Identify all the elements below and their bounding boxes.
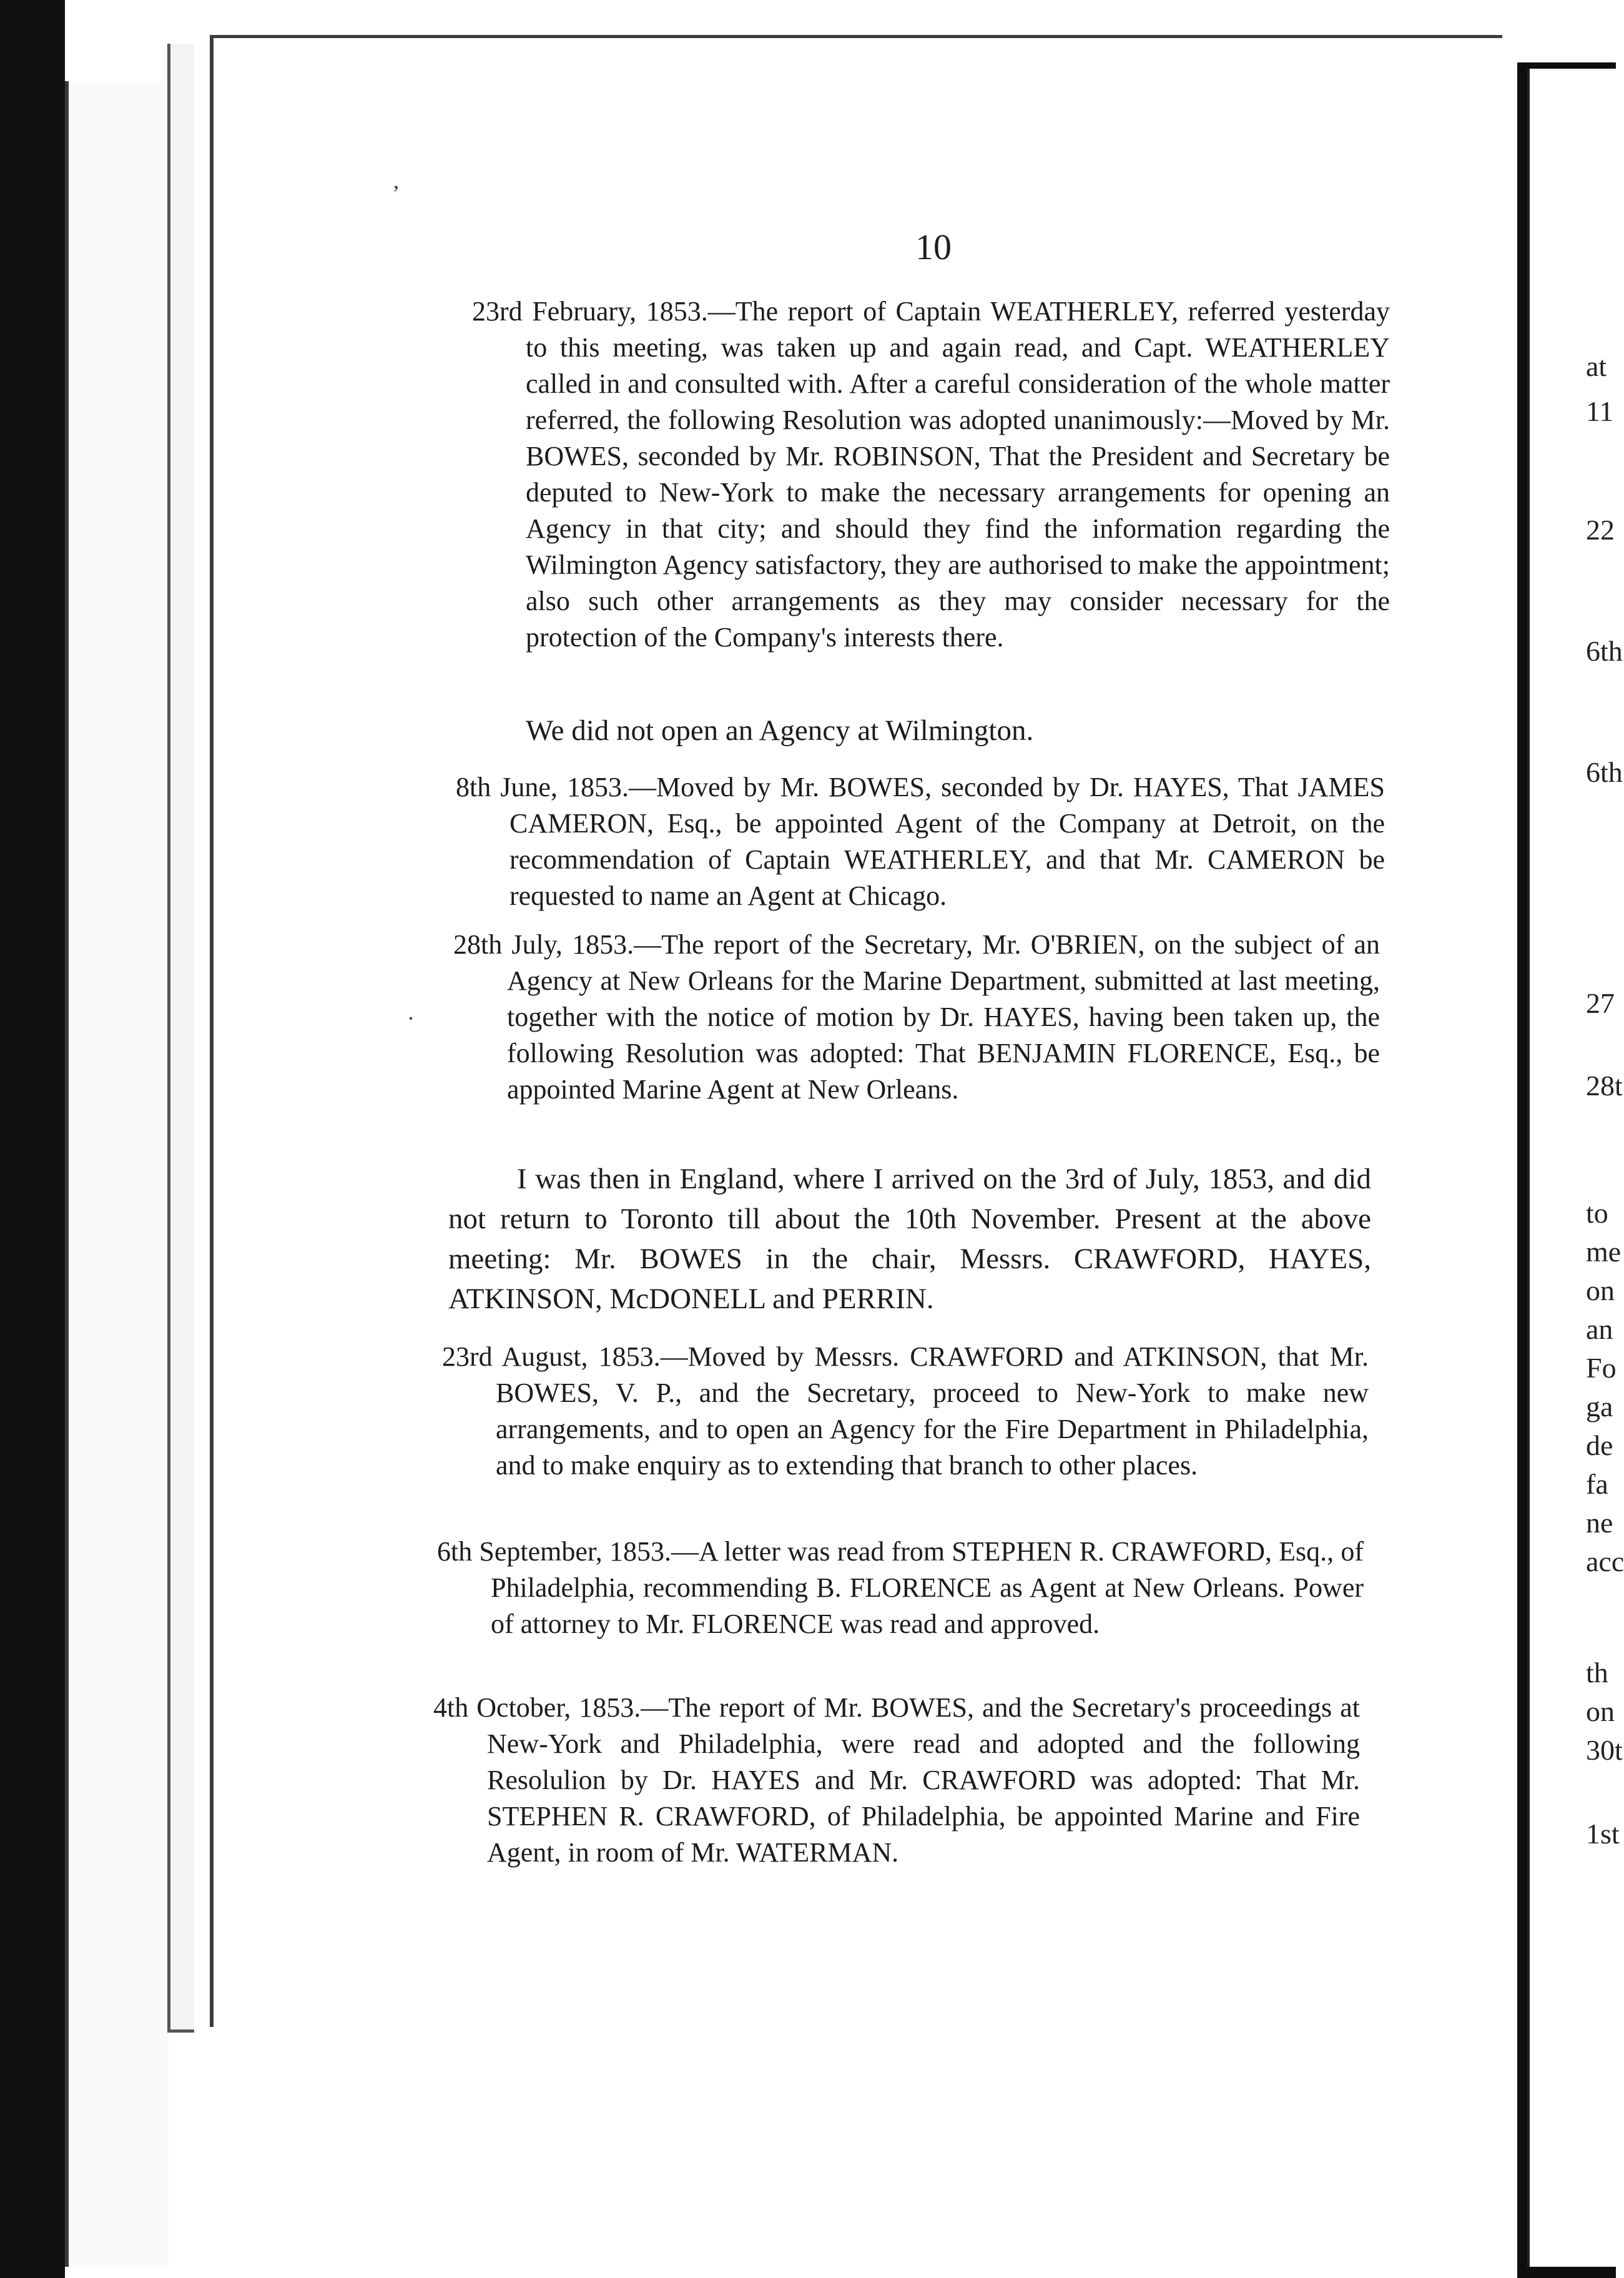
author-note: We did not open an Agency at Wilmington. <box>526 714 1034 747</box>
entry-date: 28th July, 1853. <box>453 929 634 960</box>
facing-page-fragment: 28t <box>1586 1070 1623 1102</box>
facing-page-fragment: 27 <box>1586 987 1615 1019</box>
facing-page-fragment: 30t <box>1586 1734 1623 1766</box>
entry-text: —The report of the Secretary, Mr. O'BRIEN, on the subject of an Agency at New Orleans for the Marine Department, submitted at last meeting, together with the notice of motion by Dr. HAYES, having been taken up, the following Resolution was adopted: That BENJAMIN FLORENCE, Esq., be appointed Marine Agent at New Orleans. <box>507 929 1380 1105</box>
facing-page-fragment: on <box>1586 1695 1615 1727</box>
minute-entry <box>453 927 1380 1108</box>
facing-page-fragment: on <box>1586 1275 1615 1306</box>
facing-page-fragment: 22 <box>1586 514 1615 546</box>
minute-entry <box>437 1534 1364 1642</box>
minute-entry <box>442 1339 1369 1484</box>
page-number: 10 <box>915 227 952 267</box>
entry-text: —Moved by Messrs. CRAWFORD and ATKINSON, that Mr. BOWES, V. P., and the Secretary, proceed to New-York to make new arrangements, and to open an Agency for the Fire Department in Philadelphia, and to make enquiry as to extending that branch to other places. <box>496 1341 1369 1481</box>
entry-text: —Moved by Mr. BOWES, seconded by Dr. HAYES, That JAMES CAMERON, Esq., be appointed Agent of the Company at Detroit, on the recommendation of Captain WEATHERLEY, and that Mr. CAMERON be requested to name an Agent at Chicago. <box>509 772 1385 911</box>
entry-date: 8th June, 1853. <box>456 772 629 802</box>
stray-ink-mark: , <box>393 168 399 193</box>
page-stack-shadow <box>167 44 194 2033</box>
scan-left-edge <box>0 0 65 2278</box>
facing-page-fragment: 6th <box>1586 756 1623 788</box>
facing-page-fragment: me <box>1586 1236 1622 1268</box>
entry-date: 23rd August, 1853. <box>442 1341 661 1372</box>
author-note: I was then in England, where I arrived on the 3rd of July, 1853, and did not return to Toronto till about the 10th November. Present at the above meeting: Mr. BOWES in the chair, Messrs. CRAWFORD, HAYES, ATKINSON, McDONELL and PERRIN. <box>448 1163 1371 1315</box>
facing-page-fragment: de <box>1586 1429 1613 1461</box>
facing-page-fragment: 1st <box>1586 1818 1620 1850</box>
minute-entry <box>456 769 1385 914</box>
entry-text: —The report of Captain WEATHERLEY, referred yesterday to this meeting, was taken up and again read, and Capt. WEATHERLEY called in and consulted with. After a careful consideration of the whole matter referred, the following Resolution was adopted unanimously:—Moved by Mr. BOWES, seconded by Mr. ROBINSON, That the President and Secretary be deputed to New-York to make the necessary arrangements for opening an Agency in that city; and should they find the information regarding the Wilmington Agency satisfactory, they are authorised to make the appointment; also such other arrangements as they may consider necessary for the protection of the Company's interests there. <box>526 296 1390 653</box>
facing-page-fragment: Fo <box>1586 1352 1617 1384</box>
entry-date: 4th October, 1853. <box>433 1692 641 1723</box>
facing-page-fragment: an <box>1586 1313 1613 1345</box>
facing-page-fragment: at <box>1586 350 1607 382</box>
facing-page-fragment: ne <box>1586 1507 1613 1539</box>
facing-page-fragment: th <box>1586 1657 1608 1689</box>
minute-entry <box>472 293 1390 656</box>
entry-date: 23rd February, 1853. <box>472 296 708 327</box>
entry-date: 6th September, 1853. <box>437 1536 671 1567</box>
facing-page-fragment: fa <box>1586 1468 1608 1500</box>
stray-ink-mark: · <box>407 1006 415 1031</box>
entry-text: —A letter was read from STEPHEN R. CRAWFORD, Esq., of Philadelphia, recommending B. FLORENCE as Agent at New Orleans. Power of attorney to Mr. FLORENCE was read and approved. <box>491 1536 1364 1639</box>
facing-page-fragment: 6th <box>1586 635 1623 667</box>
facing-page-fragment: 11 <box>1586 395 1614 427</box>
entry-text: —The report of Mr. BOWES, and the Secretary's proceedings at New-York and Philadelphia, were read and adopted and the following Resolulion by Dr. HAYES and Mr. CRAWFORD was adopted: That Mr. STEPHEN R. CRAWFORD, of Philadelphia, be appointed Marine and Fire Agent, in room of Mr. WATERMAN. <box>487 1692 1360 1868</box>
facing-page-fragment: acc <box>1586 1546 1624 1577</box>
facing-page-fragment: ga <box>1586 1391 1613 1423</box>
adjacent-page-edge-left <box>65 81 169 2267</box>
facing-page-fragment: to <box>1586 1197 1608 1229</box>
minute-entry <box>433 1690 1360 1871</box>
